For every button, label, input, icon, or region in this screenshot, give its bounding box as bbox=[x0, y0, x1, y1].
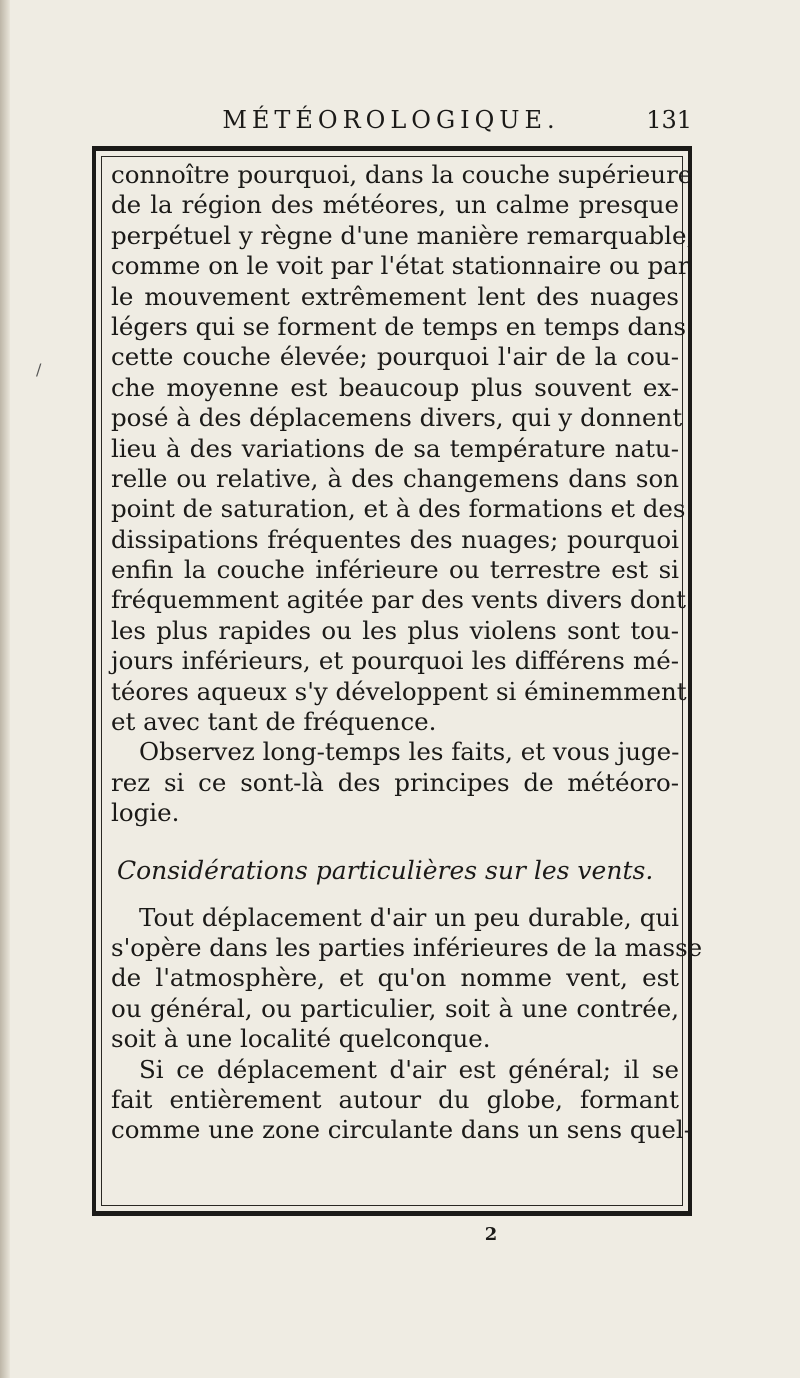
text-line: légers qui se forment de temps en temps dans bbox=[111, 311, 687, 341]
text-line: perpétuel y règne d'une manière remarquable, bbox=[111, 220, 695, 250]
page-number: 131 bbox=[646, 106, 692, 134]
text-line: che moyenne est beaucoup plus souvent ex- bbox=[111, 372, 679, 402]
text-line: cette couche élevée; pourquoi l'air de la cou- bbox=[111, 342, 679, 372]
text-line: rez si ce sont-là des principes de météoro- bbox=[111, 767, 679, 797]
text-line: comme on le voit par l'état stationnaire ou par bbox=[111, 251, 690, 281]
text-line: téores aqueux s'y développent si éminemment bbox=[111, 676, 687, 706]
text-line: fréquemment agitée par des vents divers dont bbox=[111, 585, 687, 615]
text-line: les plus rapides ou les plus violens sont tou- bbox=[111, 615, 679, 645]
page-header bbox=[96, 104, 692, 140]
margin-mark: / bbox=[36, 360, 42, 379]
text-line: Observez long-temps les faits, et vous juge- bbox=[139, 737, 680, 767]
text-line: de la région des météores, un calme presque bbox=[111, 190, 679, 220]
section-line: soit à une localité quelconque. bbox=[111, 1024, 491, 1054]
text-line: dissipations fréquentes des nuages; pourquoi bbox=[111, 524, 679, 554]
text-body bbox=[111, 160, 703, 1146]
text-line: logie. bbox=[111, 798, 180, 828]
text-line: relle ou relative, à des changemens dans son bbox=[111, 463, 679, 493]
text-line: connoître pourquoi, dans la couche supérieure bbox=[111, 160, 693, 189]
text-line: jours inférieurs, et pourquoi les différens mé- bbox=[111, 646, 679, 676]
text-line: lieu à des variations de sa température natu- bbox=[111, 433, 679, 463]
text-line: le mouvement extrêmement lent des nuages bbox=[111, 281, 679, 311]
text-line: et avec tant de fréquence. bbox=[111, 707, 437, 737]
section-line: s'opère dans les parties inférieures de la masse bbox=[111, 932, 703, 962]
section-line: Tout déplacement d'air un peu durable, qui bbox=[139, 902, 679, 932]
section-line: fait entièrement autour du globe, formant bbox=[111, 1084, 679, 1114]
signature-mark: 2 bbox=[484, 1224, 498, 1245]
page-spine-shadow bbox=[0, 0, 10, 1378]
section-heading: Considérations particulières sur les vents. bbox=[117, 855, 654, 885]
section-line: de l'atmosphère, et qu'on nomme vent, est bbox=[111, 963, 679, 993]
section-line: comme une zone circulante dans un sens quel- bbox=[111, 1115, 692, 1145]
running-title: MÉTÉOROLOGIQUE. bbox=[222, 106, 560, 134]
text-line: point de saturation, et à des formations et des bbox=[111, 494, 686, 524]
text-line: enfin la couche inférieure ou terrestre est si bbox=[111, 555, 679, 585]
section-line: Si ce déplacement d'air est général; il se bbox=[139, 1054, 679, 1084]
section-line: ou général, ou particulier, soit à une contrée, bbox=[111, 993, 679, 1023]
text-line: posé à des déplacemens divers, qui y donnent bbox=[111, 403, 683, 433]
